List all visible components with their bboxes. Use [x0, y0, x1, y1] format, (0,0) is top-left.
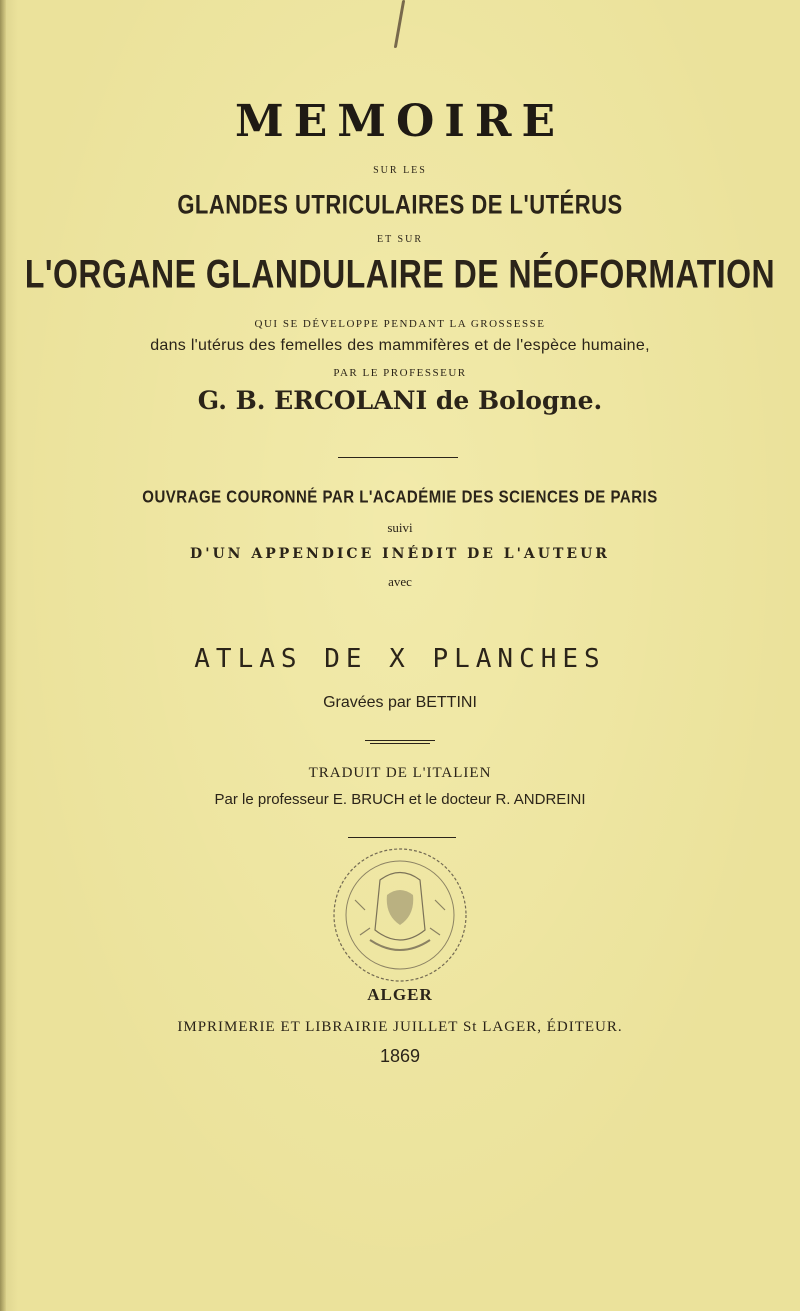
- author-name: G. B. ERCOLANI de Bologne.: [197, 386, 603, 415]
- award-line: OUVRAGE COURONNÉ PAR L'ACADÉMIE DES SCIENCES DE PARIS: [142, 487, 658, 508]
- appendice-line: D'UN APPENDICE INÉDIT DE L'AUTEUR: [190, 546, 610, 562]
- sur-les: SUR LES: [373, 165, 427, 176]
- traduit-line: TRADUIT DE L'ITALIEN: [308, 765, 492, 781]
- suivi-line: suivi: [387, 520, 413, 535]
- subject-title-2: L'ORGANE GLANDULAIRE DE NÉOFORMATION: [24, 251, 776, 297]
- divider-rule-double-lower: [370, 743, 430, 744]
- avec-line: avec: [388, 574, 412, 589]
- publisher-line: IMPRIMERIE ET LIBRAIRIE JUILLET St LAGER, ÉDITEUR.: [177, 1019, 623, 1035]
- atlas-line: ATLAS DE X PLANCHES: [194, 644, 606, 674]
- translators-line: Par le professeur E. BRUCH et le docteur R. ANDREINI: [214, 791, 586, 808]
- divider-rule: [338, 457, 458, 458]
- publication-year: 1869: [379, 1046, 421, 1066]
- et-sur: ET SUR: [377, 234, 423, 245]
- main-title: MEMOIRE: [235, 96, 565, 147]
- qui-line: QUI SE DÉVELOPPE PENDANT LA GROSSESSE: [254, 318, 546, 330]
- seal-city: ALGER: [367, 985, 433, 1004]
- pen-mark: [394, 0, 405, 48]
- divider-rule-double: [365, 740, 435, 741]
- engraver-line: Gravées par BETTINI: [323, 694, 477, 711]
- par-professeur: PAR LE PROFESSEUR: [333, 367, 467, 379]
- library-seal-stamp: [325, 840, 475, 990]
- dans-line: dans l'utérus des femelles des mammifères et de l'espèce humaine,: [150, 337, 650, 354]
- subject-title: GLANDES UTRICULAIRES DE L'UTÉRUS: [177, 189, 623, 220]
- seal-top-rule: [348, 837, 456, 838]
